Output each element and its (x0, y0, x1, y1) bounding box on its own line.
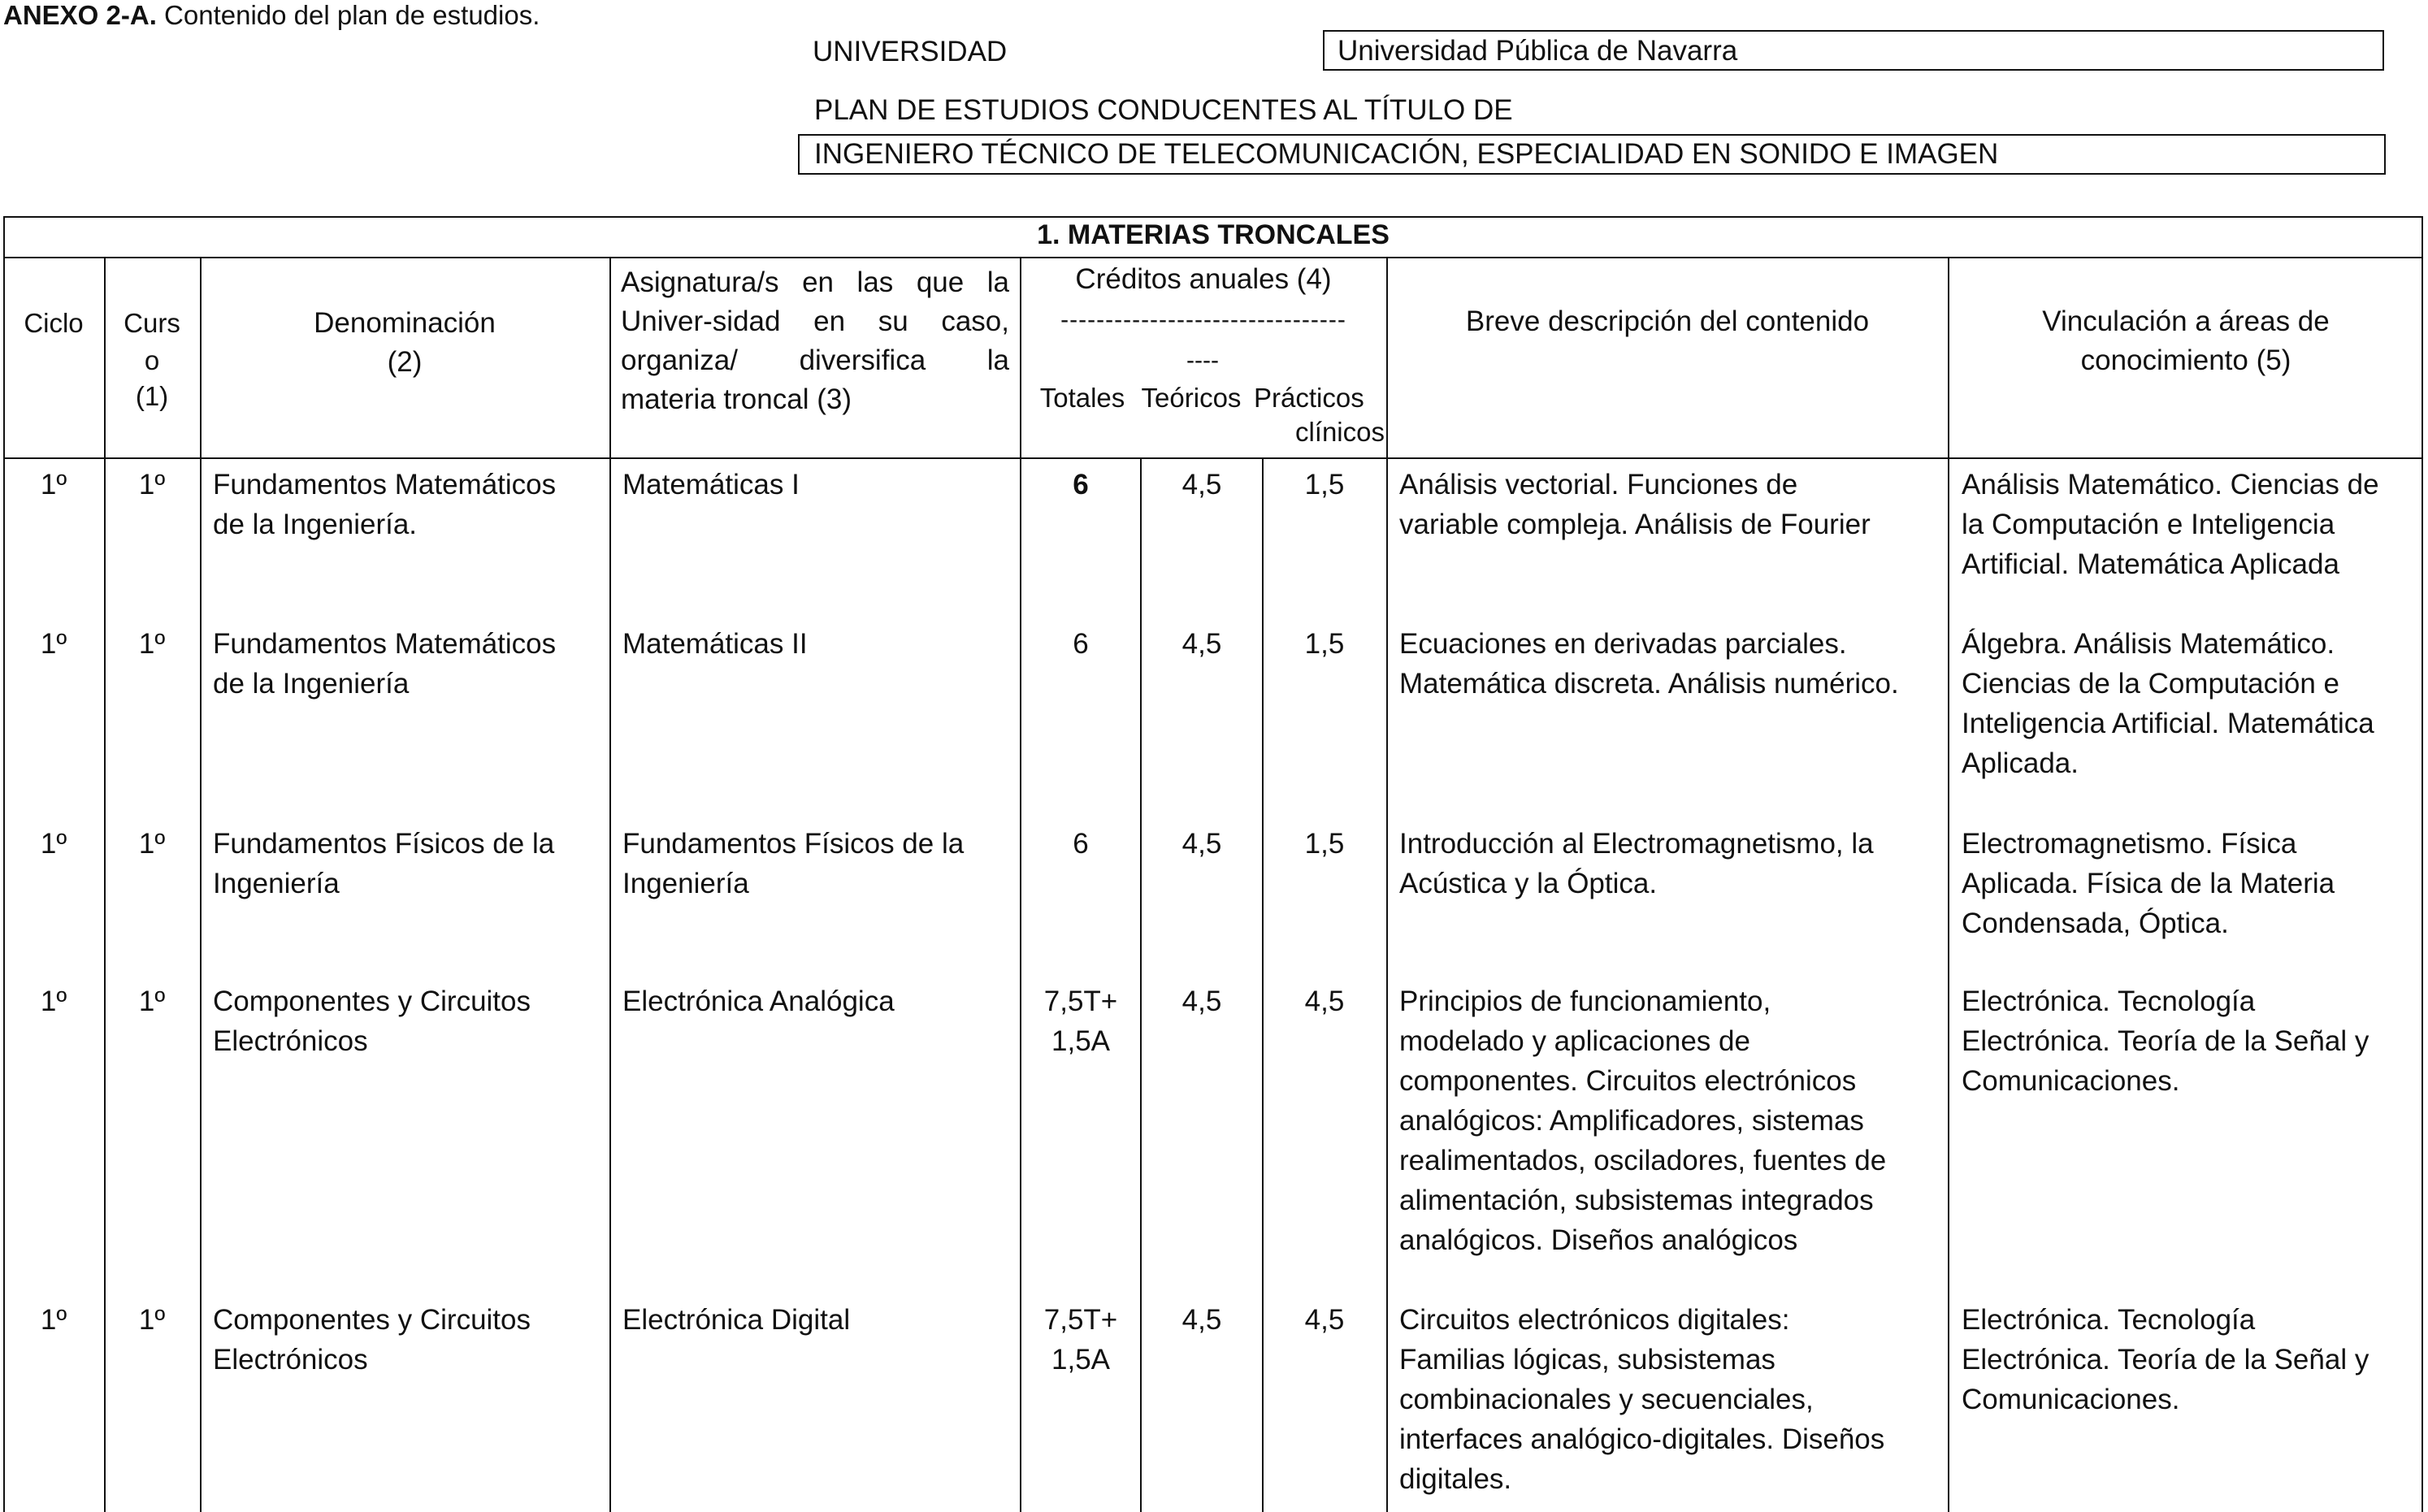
row-4-descripcion-line-5: realimentados, osciladores, fuentes de (1399, 1145, 1887, 1176)
row-3-ciclo: 1º (40, 828, 67, 860)
row-3-asignatura-line-1: Fundamentos Físicos de la (622, 828, 965, 860)
row-5-descripcion-line-3: combinacionales y secuenciales, (1399, 1384, 1814, 1415)
row-1-denominacion-line-1: Fundamentos Matemáticos (213, 469, 557, 500)
row-2-totales-line-1: 6 (1073, 628, 1089, 660)
section-title-rule (3, 257, 2423, 258)
row-5-denominacion-line-1: Componentes y Circuitos (213, 1304, 531, 1336)
row-5-totales-line-2: 1,5A (1051, 1344, 1110, 1376)
col-divider-descripcion (1948, 258, 1949, 1512)
header-totales: Totales (1039, 383, 1125, 413)
header-practicos-line1: Prácticos (1254, 383, 1364, 413)
row-4-curso: 1º (138, 986, 166, 1017)
header-ciclo: Ciclo (24, 308, 84, 338)
row-2-descripcion-line-1: Ecuaciones en derivadas parciales. (1399, 628, 1847, 660)
header-asignatura-line1: Asignatura/s en las que la (621, 266, 1009, 298)
row-5-totales-line-1: 7,5T+ (1043, 1304, 1118, 1336)
row-4-vinculacion-line-2: Electrónica. Teoría de la Señal y (1962, 1025, 2369, 1057)
row-1-curso: 1º (138, 469, 166, 500)
row-5-ciclo: 1º (40, 1304, 67, 1336)
row-2-denominacion-line-1: Fundamentos Matemáticos (213, 628, 557, 660)
row-2-vinculacion-line-3: Inteligencia Artificial. Matemática (1962, 708, 2374, 739)
row-5-denominacion-line-2: Electrónicos (213, 1344, 368, 1376)
header-creditos-dashes-short: ---- (1186, 347, 1219, 374)
header-vinculacion-line1: Vinculación a áreas de (2042, 305, 2330, 337)
row-4-descripcion-line-6: alimentación, subsistemas integrados (1399, 1185, 1874, 1216)
row-2-vinculacion-line-1: Álgebra. Análisis Matemático. (1962, 628, 2335, 660)
row-2-asignatura-line-1: Matemáticas II (622, 628, 808, 660)
row-3-vinculacion-line-2: Aplicada. Física de la Materia (1962, 868, 2335, 899)
row-1-denominacion-line-2: de la Ingeniería. (213, 509, 418, 540)
plan-label: PLAN DE ESTUDIOS CONDUCENTES AL TÍTULO DE (814, 94, 1513, 126)
row-3-descripcion-line-1: Introducción al Electromagnetismo, la (1399, 828, 1874, 860)
row-5-vinculacion-line-2: Electrónica. Teoría de la Señal y (1962, 1344, 2369, 1376)
row-4-descripcion-line-4: analógicos: Amplificadores, sistemas (1399, 1105, 1864, 1137)
row-4-descripcion-line-3: componentes. Circuitos electrónicos (1399, 1065, 1857, 1097)
row-4-vinculacion-line-1: Electrónica. Tecnología (1962, 986, 2256, 1017)
header-bottom-rule (3, 457, 2423, 459)
row-5-descripcion-line-2: Familias lógicas, subsistemas (1399, 1344, 1775, 1376)
university-field: Universidad Pública de Navarra (1323, 30, 2384, 71)
degree-title-field: INGENIERO TÉCNICO DE TELECOMUNICACIÓN, ESPECIALIDAD EN SONIDO E IMAGEN (798, 134, 2386, 175)
row-3-denominacion-line-2: Ingeniería (213, 868, 340, 899)
row-4-denominacion-line-1: Componentes y Circuitos (213, 986, 531, 1017)
row-5-curso: 1º (138, 1304, 166, 1336)
header-teoricos: Teóricos (1141, 383, 1242, 413)
col-divider-creditos (1386, 258, 1388, 1512)
row-1-practicos: 1,5 (1304, 469, 1345, 500)
row-1-vinculacion-line-1: Análisis Matemático. Ciencias de (1962, 469, 2379, 500)
row-4-denominacion-line-2: Electrónicos (213, 1025, 368, 1057)
row-2-practicos: 1,5 (1304, 628, 1345, 660)
row-5-vinculacion-line-3: Comunicaciones. (1962, 1384, 2180, 1415)
row-3-curso: 1º (138, 828, 166, 860)
row-3-vinculacion-line-1: Electromagnetismo. Física (1962, 828, 2297, 860)
row-5-vinculacion-line-1: Electrónica. Tecnología (1962, 1304, 2256, 1336)
row-4-descripcion-line-1: Principios de funcionamiento, (1399, 986, 1771, 1017)
row-2-vinculacion-line-2: Ciencias de la Computación e (1962, 668, 2339, 700)
header-creditos: Créditos anuales (4) (1075, 263, 1332, 295)
row-3-asignatura-line-2: Ingeniería (622, 868, 749, 899)
row-4-ciclo: 1º (40, 986, 67, 1017)
header-curso-line3: (1) (135, 381, 169, 411)
row-4-totales-line-1: 7,5T+ (1043, 986, 1118, 1017)
row-1-teoricos: 4,5 (1181, 469, 1222, 500)
row-5-descripcion-line-4: interfaces analógico-digitales. Diseños (1399, 1423, 1885, 1455)
row-4-practicos: 4,5 (1304, 986, 1345, 1017)
header-asignatura-line4: materia troncal (3) (621, 383, 852, 415)
row-1-vinculacion-line-2: la Computación e Inteligencia (1962, 509, 2335, 540)
row-3-vinculacion-line-3: Condensada, Óptica. (1962, 908, 2229, 939)
row-5-descripcion-line-1: Circuitos electrónicos digitales: (1399, 1304, 1790, 1336)
row-5-asignatura-line-1: Electrónica Digital (622, 1304, 851, 1336)
row-4-asignatura-line-1: Electrónica Analógica (622, 986, 895, 1017)
row-5-practicos: 4,5 (1304, 1304, 1345, 1336)
header-curso-line2: o (144, 345, 160, 375)
header-creditos-dashes: -------------------------------- (1060, 306, 1346, 333)
header-denominacion-line1: Denominación (314, 307, 496, 339)
row-3-practicos: 1,5 (1304, 828, 1345, 860)
row-2-teoricos: 4,5 (1181, 628, 1222, 660)
row-3-descripcion-line-2: Acústica y la Óptica. (1399, 868, 1658, 899)
row-3-teoricos: 4,5 (1181, 828, 1222, 860)
row-1-vinculacion-line-3: Artificial. Matemática Aplicada (1962, 548, 2339, 580)
row-1-asignatura-line-1: Matemáticas I (622, 469, 800, 500)
row-1-ciclo: 1º (40, 469, 67, 500)
row-5-teoricos: 4,5 (1181, 1304, 1222, 1336)
row-3-denominacion-line-1: Fundamentos Físicos de la (213, 828, 555, 860)
header-asignatura-line3: organiza/ diversifica la (621, 344, 1009, 376)
annex-subtitle: Contenido del plan de estudios. (156, 0, 540, 30)
row-1-totales-line-1: 6 (1073, 469, 1089, 500)
section-title: 1. MATERIAS TRONCALES (1037, 219, 1390, 250)
row-4-totales-line-2: 1,5A (1051, 1025, 1110, 1057)
col-divider-curso (200, 258, 202, 1512)
row-4-teoricos: 4,5 (1181, 986, 1222, 1017)
row-4-descripcion-line-7: analógicos. Diseños analógicos (1399, 1224, 1798, 1256)
row-2-denominacion-line-2: de la Ingeniería (213, 668, 410, 700)
header-descripcion: Breve descripción del contenido (1465, 305, 1870, 337)
header-denominacion-line2: (2) (387, 346, 423, 378)
header-curso-line1: Curs (124, 308, 180, 338)
row-1-descripcion-line-2: variable compleja. Análisis de Fourier (1399, 509, 1871, 540)
header-asignatura-line2: Univer-sidad en su caso, (621, 305, 1009, 337)
row-5-descripcion-line-5: digitales. (1399, 1463, 1512, 1495)
annex-label: ANEXO 2-A. (3, 0, 157, 30)
row-3-totales-line-1: 6 (1073, 828, 1089, 860)
row-2-ciclo: 1º (40, 628, 67, 660)
row-4-vinculacion-line-3: Comunicaciones. (1962, 1065, 2180, 1097)
header-practicos-line2: clínicos (1294, 417, 1385, 447)
university-label: UNIVERSIDAD (813, 36, 1008, 67)
header-vinculacion-line2: conocimiento (5) (2080, 344, 2291, 376)
row-2-descripcion-line-2: Matemática discreta. Análisis numérico. (1399, 668, 1899, 700)
col-divider-denominacion (609, 258, 611, 1512)
row-2-curso: 1º (138, 628, 166, 660)
row-1-descripcion-line-1: Análisis vectorial. Funciones de (1399, 469, 1798, 500)
annex-heading (3, 0, 540, 31)
row-4-descripcion-line-2: modelado y aplicaciones de (1399, 1025, 1750, 1057)
row-2-vinculacion-line-4: Aplicada. (1962, 747, 2079, 779)
